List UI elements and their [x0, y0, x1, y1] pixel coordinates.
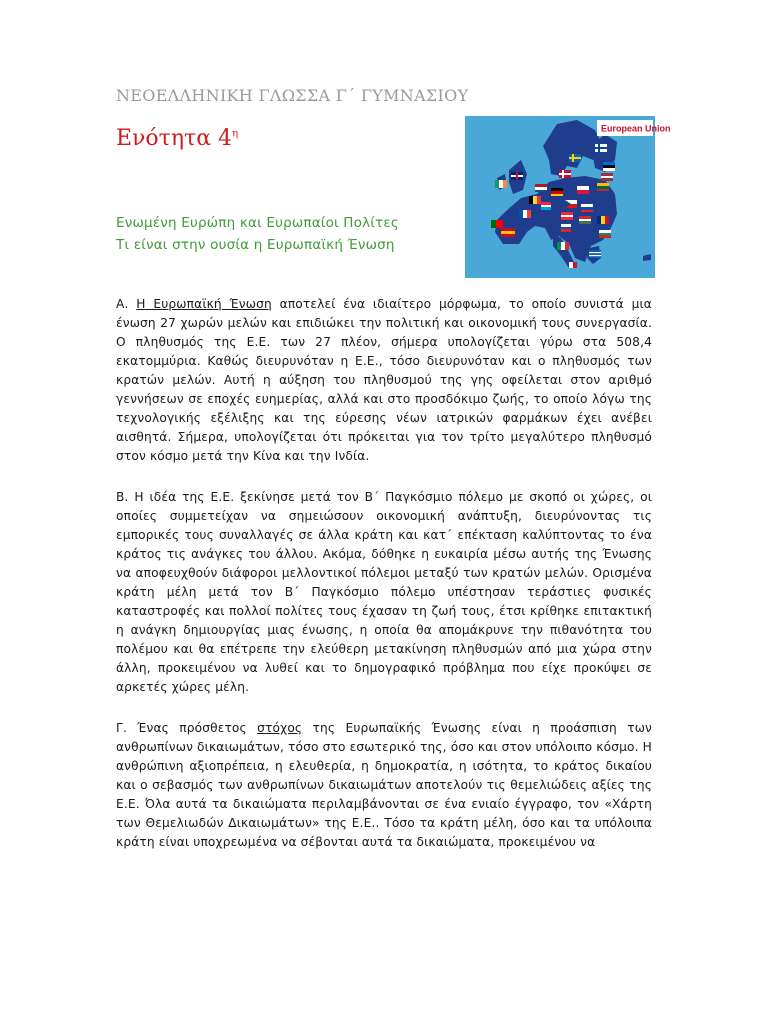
subtitle-line-2: Τι είναι στην ουσία η Ευρωπαϊκή Ένωση: [116, 237, 395, 253]
paragraph-c-text: της Ευρωπαϊκής Ένωσης είναι η προάσπιση των ανθρωπίνων δικαιωμάτων, τόσο στο εσωτερικό της, όσο και στον υπόλοιπο κόσμο. Η ανθρώπινη αξιοπρέπεια, η ελευθερία, η δημοκρατία, η ισότητα, το κράτος δικαίου και ο σεβασμός των ανθρωπίνων δικαιωμάτων αποτελούν τις θεμελιώδεις αξίες της Ε.Ε. Όλα αυτά τα δικαιώματα περιλαμβάνονται σε ένα ενιαίο έγγραφο, τον «Χάρτη των Θεμελιωδών Δικαιωμάτων» της Ε.Ε.. Τόσο τα κράτη μέλη, όσο και τα υπόλοιπα κράτη είναι υποχρεωμένα να σέβονται αυτά τα δικαιώματα, προκειμένου να: [116, 721, 653, 849]
lesson-subtitle: [116, 212, 456, 256]
paragraph-a-text: αποτελεί ένα ιδιαίτερο μόρφωμα, το οποίο συνιστά μια ένωση 27 χωρών μελών και επιδιώκει την πολιτική και οικονομική τους συνεργασία. Ο πληθυσμός της Ε.Ε. των 27 πλέον, σήμερα υπολογίζεται γύρω στα 508,4 εκατομμύρια. Καθώς διευρυνόταν η Ε.Ε., τόσο διευρυνόταν και ο πληθυσμός των κρατών μελών. Αυτή η αύξηση του πληθυσμού της γης οφείλεται στον αριθμό γεννήσεων σε εποχές ευημερίας, αλλά και στο προσδόκιμο ζωής, το οποίο λόγω της τεχνολογικής εξέλιξης και της εύρεσης νέων ιατρικών φαρμάκων έχει ανέβει αισθητά. Σήμερα, υπολογίζεται ότι πρόκειται για τον τρίτο μεγαλύτερο πληθυσμό στον κόσμο μετά την Κίνα και την Ινδία.: [116, 297, 652, 463]
eu-link[interactable]: Η Ευρωπαϊκή Ένωση: [136, 297, 272, 311]
paragraph-c-prefix: Γ. Ένας πρόσθετος: [116, 721, 258, 735]
paragraph-b: Β. Η ιδέα της Ε.Ε. ξεκίνησε μετά τον Β΄ Παγκόσμιο πόλεμο με σκοπό οι χώρες, οι οποίες συμμετείχαν να σημειώσουν οικονομική ανάπτυξη, διευρύνοντας τις εμπορικές τους συναλλαγές σε άλλα κράτη και κατ΄ επέκταση καλύπτοντας το ένα κράτος τις ανάγκες του άλλου. Ακόμα, δόθηκε η ευκαιρία μέσω αυτής της Ένωσης να αποφευχθούν διάφοροι μελλοντικοί πόλεμοι μεταξύ των κρατών μελών. Ορισμένα κράτη μέλη μετά τον Β΄ Παγκόσμιο πόλεμο υπέστησαν τεράστιες φυσικές καταστροφές και πολλοί πολίτες τους έχασαν τη ζωή τους, έτσι κρίθηκε επιτακτική η ανάγκη δημιουργίας μιας ένωσης, η οποία θα απομάκρυνε την πιθανότητα του πολέμου και θα επέτρεπε την ελεύθερη μετακίνηση πληθυσμών από μια χώρα στην άλλη, προκειμένου να λυθεί και το δημογραφικό πρόβλημα που είχε προκύψει σε αρκετές χώρες μέλη.: [116, 490, 652, 694]
course-header: ΝΕΟΕΛΛΗΝΙΚΗ ΓΛΩΣΣΑ Γ΄ ΓΥΜΝΑΣΙΟΥ: [116, 86, 469, 105]
paragraph-a: [116, 295, 652, 466]
goal-link[interactable]: στόχος: [257, 721, 303, 735]
main-text: [116, 295, 652, 874]
eu-map-image: [465, 116, 671, 278]
unit-title: [116, 126, 238, 151]
unit-title-ordinal: η: [232, 128, 239, 140]
eu-map-graphic: [465, 116, 671, 278]
subtitle-line-1: Ενωμένη Ευρώπη και Ευρωπαίοι Πολίτες: [116, 215, 400, 231]
paragraph-c: [116, 719, 652, 852]
paragraph-a-prefix: Α.: [116, 297, 137, 311]
map-label: European Union: [601, 123, 671, 134]
unit-title-text: Ενότητα 4: [116, 126, 233, 151]
